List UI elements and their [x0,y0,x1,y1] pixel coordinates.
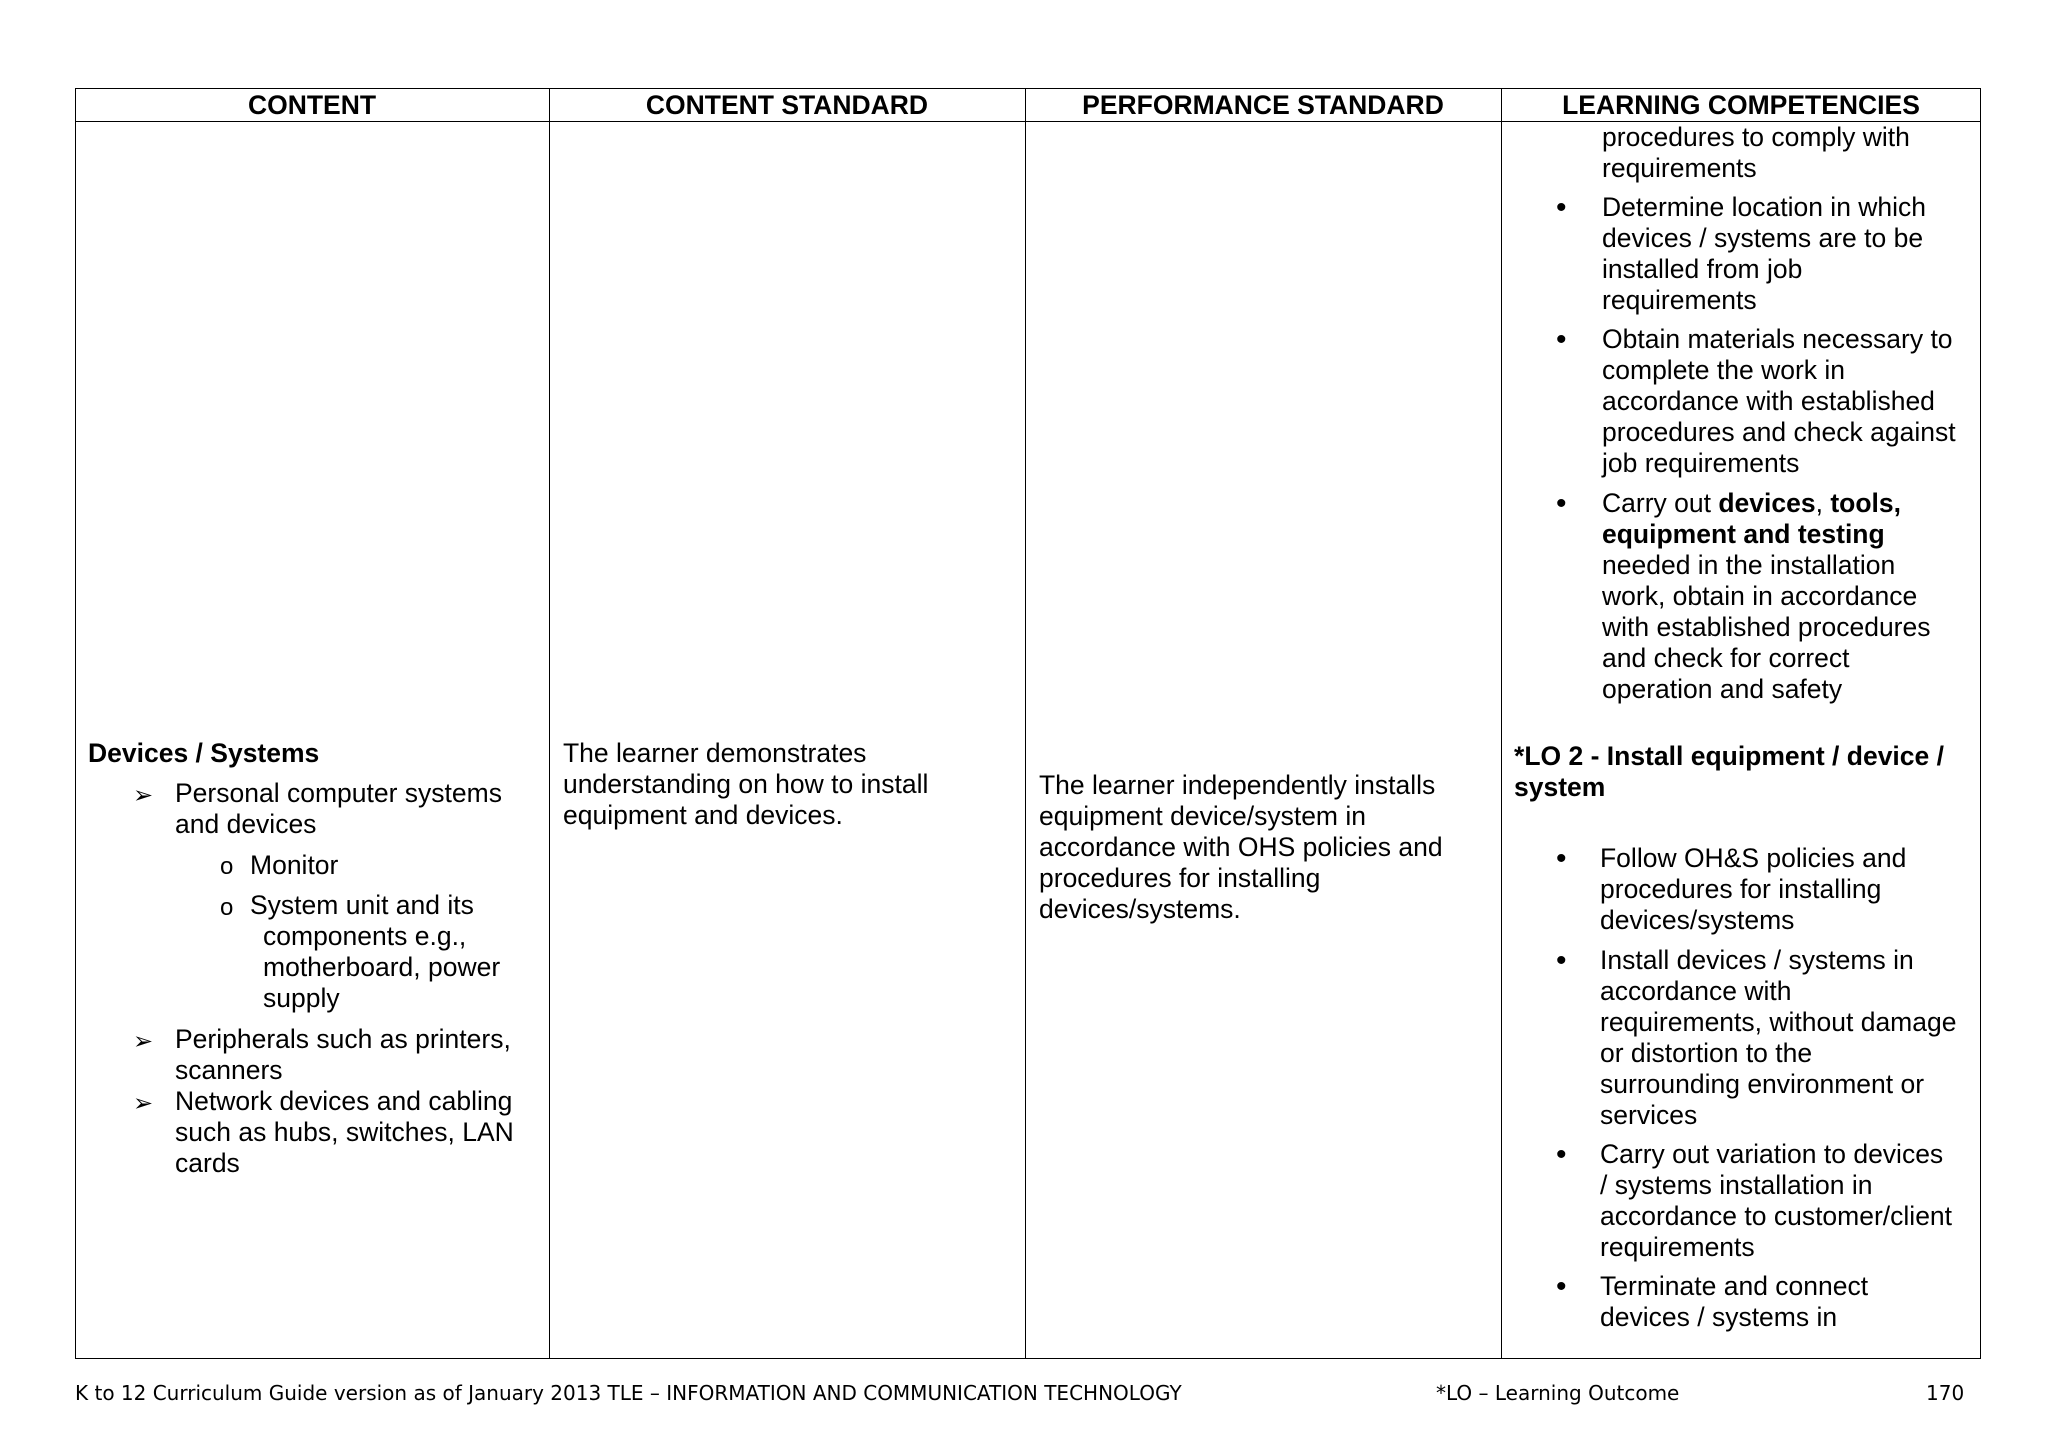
competency-item: Carry out variation to devices / systems installation in accordance to customer/client requirements [1600,1139,1953,1262]
column-divider [549,88,550,1359]
competency-item: Determine location in which devices / systems are to be installed from job requirements [1602,192,1927,315]
bullet-icon: • [1556,1138,1567,1171]
performance-standard-text: The learner independently installs equipment device/system in accordance with OHS policies and procedures for installing devices/systems. [1039,770,1443,924]
lo2-heading: *LO 2 - Install equipment / device / system [1514,741,1944,802]
content-item: Network devices and cabling such as hubs, switches, LAN cards [175,1086,514,1178]
column-divider [1501,88,1502,1359]
bullet-icon: • [1556,191,1567,224]
competency-item: Follow OH&S policies and procedures for installing devices/systems [1600,843,1907,935]
header-learning-competencies: LEARNING COMPETENCIES [1562,90,1920,120]
arrow-bullet-icon: ➢ [133,1090,154,1117]
circle-bullet-icon: o [220,853,234,880]
bullet-icon: • [1556,944,1567,977]
header-content: CONTENT [247,90,377,120]
footer-title: K to 12 Curriculum Guide version as of January 2013 TLE – INFORMATION AND COMMUNICATION TECHNOLOGY [75,1381,1182,1405]
competency-continued: procedures to comply with requirements [1602,122,1910,183]
content-item: Personal computer systems and devices [175,778,502,839]
competency-item: Obtain materials necessary to complete the work in accordance with established procedures and check against job requirements [1602,324,1956,478]
bullet-icon: • [1556,842,1567,875]
arrow-bullet-icon: ➢ [133,782,154,809]
competency-item: Carry out devices, tools, equipment and testing needed in the installation work, obtain in accordance with established procedures and check for correct operation and safety [1602,488,1931,704]
page-number: 170 [1926,1381,1965,1405]
content-subitem: System unit and its components e.g., motherboard, power supply [250,890,501,1013]
footer-legend: *LO – Learning Outcome [1436,1381,1680,1405]
content-standard-text: The learner demonstrates understanding on how to install equipment and devices. [563,738,929,830]
bullet-icon: • [1556,487,1567,520]
bullet-icon: • [1556,1270,1567,1303]
content-subitem: Monitor [250,850,339,880]
column-divider [1025,88,1026,1359]
header-performance-standard: PERFORMANCE STANDARD [1082,90,1444,120]
content-heading: Devices / Systems [88,738,320,768]
circle-bullet-icon: o [220,894,234,921]
header-content-standard: CONTENT STANDARD [645,90,929,120]
arrow-bullet-icon: ➢ [133,1028,154,1055]
competency-item: Install devices / systems in accordance with requirements, without damage or distortion to the surrounding environment or services [1600,945,1957,1130]
content-item: Peripherals such as printers, scanners [175,1024,511,1085]
bullet-icon: • [1556,323,1567,356]
competency-item: Terminate and connect devices / systems in [1600,1271,1869,1332]
